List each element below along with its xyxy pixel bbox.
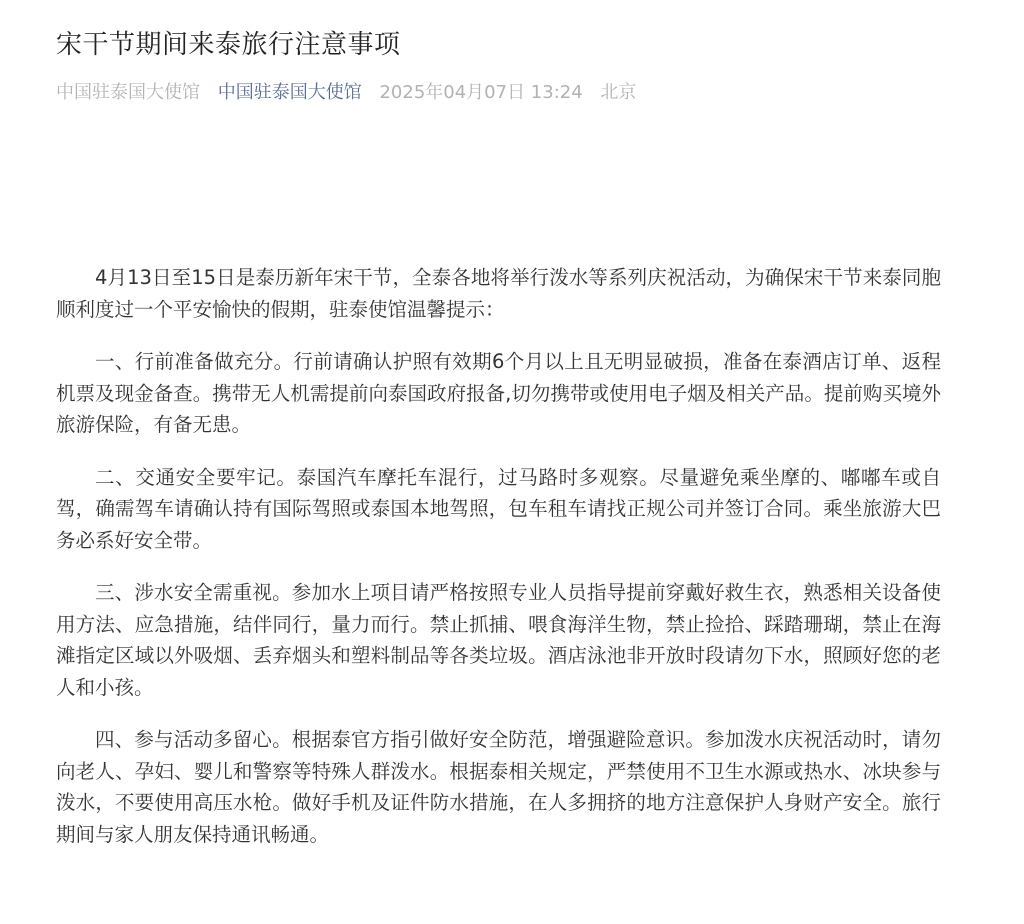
author-name: 中国驻泰国大使馆 xyxy=(56,82,200,103)
paragraph-intro: 4月13日至15日是泰历新年宋干节，全泰各地将举行泼水等系列庆祝活动，为确保宋干节来泰同胞顺利度过一个平安愉快的假期，驻泰使馆温馨提示： xyxy=(56,266,941,321)
publish-time: 2025年04月07日 13:24 xyxy=(379,82,583,103)
paragraph-activities: 四、参与活动多留心。根据泰官方指引做好安全防范，增强避险意识。参加泼水庆祝活动时，请勿向老人、孕妇、婴儿和警察等特殊人群泼水。根据泰相关规定，严禁使用不卫生水源或热水、冰块参与泼水，不要使用高压水枪。做好手机及证件防水措施，在人多拥挤的地方注意保护人身财产安全。旅行期间与家人朋友保持通讯畅通。 xyxy=(56,728,941,846)
article xyxy=(56,0,946,846)
publish-location: 北京 xyxy=(600,82,637,103)
account-link[interactable]: 中国驻泰国大使馆 xyxy=(217,82,362,103)
paragraph-preparation: 一、行前准备做充分。行前请确认护照有效期6个月以上且无明显破损，准备在泰酒店订单、返程机票及现金备查。携带无人机需提前向泰国政府报备,切勿携带或使用电子烟及相关产品。提前购买境外旅游保险，有备无患。 xyxy=(56,350,941,436)
paragraph-traffic: 二、交通安全要牢记。泰国汽车摩托车混行，过马路时多观察。尽量避免乘坐摩的、嘟嘟车或自驾，确需驾车请确认持有国际驾照或泰国本地驾照，包车租车请找正规公司并签订合同。乘坐旅游大巴务必系好安全带。 xyxy=(56,465,941,552)
article-content xyxy=(56,262,941,871)
article-meta xyxy=(56,80,946,106)
article-title: 宋干节期间来泰旅行注意事项 xyxy=(56,30,401,60)
paragraph-water-safety: 三、涉水安全需重视。参加水上项目请严格按照专业人员指导提前穿戴好救生衣，熟悉相关设备使用方法、应急措施，结伴同行，量力而行。禁止抓捕、喂食海洋生物，禁止捡拾、踩踏珊瑚，禁止在海滩指定区域以外吸烟、丢弃烟头和塑料制品等各类垃圾。酒店泳池非开放时段请勿下水，照顾好您的老人和小孩。 xyxy=(56,581,941,699)
